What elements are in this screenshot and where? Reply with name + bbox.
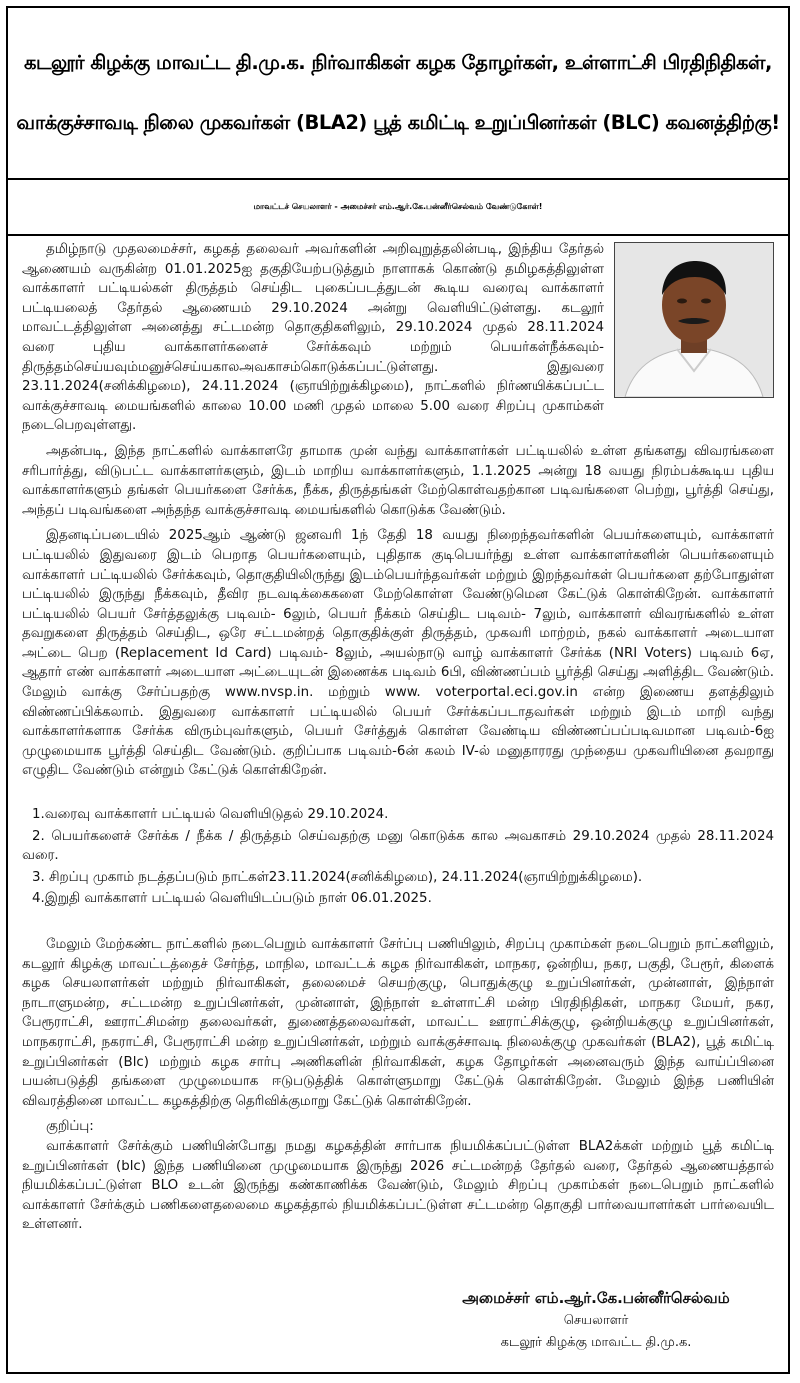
schedule-item: 4.இறுதி வாக்காளர் பட்டியல் வெளியிடப்படும் நாள் 06.01.2025. [32,891,432,907]
paragraph-note: வாக்காளர் சேர்க்கும் பணியின்போது நமது கழகத்தின் சார்பாக நியமிக்கப்பட்டுள்ள BLA2க்கள் மற்றும் பூத் கமிட்டி உறுப்பினர்கள் (blc) இந்த பணியினை முழுமையாக இருந்து 2026 சட்டமன்றத் தேர்தல் வரை, தேர்தல் ஆணையத்தால் நியமிக்கப்பட்டுள்ள BLO உடன் இருந்து கண்காணிக்க வேண்டும், மேலும் சிறப்பு முகாம்கள் நடைபெறும் நாட்களில் வாக்காளர் சேர்க்கும் பணிகளைதலைமை கழகத்தால் நியமிக்கப்பட்டுள்ள சட்டமன்ற தொகுதி பார்வையாளர்கள் பார்வையிட உள்ளனர். [22,1138,774,1233]
paragraph-closing: மேலும் மேற்கண்ட நாட்களில் நடைபெறும் வாக்காளர் சேர்ப்பு பணியிலும், சிறப்பு முகாம்கள் நடைபெறும் நாட்களிலும், கடலூர் கிழக்கு மாவட்டத்தைச் சேர்ந்த, மாநில, மாவட்டக் கழக நிர்வாகிகள், மாநகர, ஒன்றிய, நகர, பகுதி, பேரூர், கிளைக் கழக செயலாளர்கள் மற்றும் நிர்வாகிகள், தலைமைச் செயற்குழு, பொதுக்குழு உறுப்பினர்கள், முன்னாள், இந்நாள் நாடாளுமன்ற, சட்டமன்ற உறுப்பினர்கள், முன்னாள், இந்நாள் உள்ளாட்சி மன்ற பிரதிநிதிகள், மாநகர மேயர், நகர, பேரூராட்சி, ஊராட்சிமன்ற தலைவர்கள், துணைத்தலைவர்கள், மாவட்ட ஊராட்சிக்குழு, ஒன்றியக்குழு உறுப்பினர்கள், மாநகராட்சி, நகராட்சி, பேரூராட்சி மன்ற உறுப்பினர்கள், மற்றும் வாக்குச்சாவடி நிலைக்குழு முகவர்கள் (BLA2), பூத் கமிட்டி உறுப்பினர்கள் (Blc) மற்றும் கழக சார்பு அணிகளின் நிர்வாகிகள், கழக தோழர்கள் அனைவரும் இந்த வாய்ப்பினை பயன்படுத்தி தங்களை முழுமையாக ஈடுபடுத்திக் கொள்ளுமாறு கேட்டுக் கொள்கிறேன். மேலும் இந்த பணியின் விவரத்தினை மாவட்ட கழகத்திற்கு தெரிவிக்குமாறு கேட்டுக் கொள்கிறேன். [22,937,774,1109]
portrait-photo [614,242,774,398]
subheadline: மாவட்டச் செயலாளர் - அமைச்சர் எம்.ஆர்.கே.பன்னீர்செல்வம் வேண்டுகோள்! [8,180,788,236]
headline [8,8,788,180]
paragraph-forms: இதனடிப்படையில் 2025ஆம் ஆண்டு ஜனவரி 1ந் தேதி 18 வயது நிறைந்தவர்களின் பெயர்களையும், வாக்காளர் பட்டியலில் இதுவரை இடம் பெறாத பெயர்களையும், புதிதாக குடிபெயர்ந்து உள்ள வாக்காளர்களின் பெயர்களையும் வாக்காளர் பட்டியலில் சேர்க்கவும், தொகுதியிலிருந்து இடம்பெயர்ந்தவர்கள் மற்றும் இறந்தவர்கள் பெயர்களை தற்போதுள்ள பட்டியலில் இருந்து நீக்கவும், தீவிர நடவடிக்கைகளை மேற்கொள்ள வேண்டுமென கேட்டுக் கொள்கிறேன். வாக்காளர் பட்டியலில் பெயர் சேர்த்தலுக்கு படிவம்- 6லும், பெயர் நீக்கம் செய்திட படிவம்- 7லும், வாக்காளர் விவரங்களில் உள்ள தவறுகளை திருத்தம் செய்திட, ஒரே சட்டமன்றத் தொகுதிக்குள் திருத்தம், முகவரி மாற்றம், நகல் வாக்காளர் அடையாள அட்டை பெற (Replacement Id Card) படிவம்- 8லும், அயல்நாடு வாழ் வாக்காளர் சேர்க்க (NRI Voters) படிவம் 6ஏ, ஆதார் எண் வாக்காளர் அடையாள அட்டையுடன் இணைக்க படிவம் 6பி, விண்ணப்பம் பூர்த்தி செய்து அளித்திட வேண்டும். மேலும் வாக்கு சேர்ப்பதற்கு www.nvsp.in. மற்றும் www. voterportal.eci.gov.in என்ற இணைய தளத்திலும் விண்ணப்பிக்கலாம். இதுவரை வாக்காளர் பட்டியலில் பெயர் சேர்க்கப்படாதவர்கள் மற்றும் இடம் மாறி வந்து வாக்காளர்களாக சேர்க்க விரும்புவர்களும், பெயர் சேர்த்துக் கொள்ள வேண்டிய விண்ணப்பப்படிவமான படிவம்-6ஐ முழுமையாக பூர்த்தி செய்திட வேண்டும். குறிப்பாக படிவம்-6ன் கலம் IV-ல் மனுதாரரது முந்தைய முகவரியினை தவறாது எழுதிட வேண்டும் என்றும் கேட்டுக் கொள்கிறேன். [22,528,774,779]
schedule-list [22,805,774,909]
schedule-item: 2. பெயர்களைச் சேர்க்க / நீக்க / திருத்தம் செய்வதற்கு மனு கொடுக்க கால அவகாசம் 29.10.2024 முதல் 28.11.2024 வரை. [22,828,774,864]
schedule-item: 3. சிறப்பு முகாம் நடத்தப்படும் நாட்கள்23.11.2024(சனிக்கிழமை), 24.11.2024(ஞாயிற்றுக்கிழமை). [32,869,643,885]
signatory-name: அமைச்சர் எம்.ஆர்.கே.பன்னீர்செல்வம் [462,1289,730,1307]
signatory-organization: கடலூர் கிழக்கு மாவட்ட தி.மு.க. [500,1335,692,1350]
paragraph-instructions: அதன்படி, இந்த நாட்களில் வாக்காளரே தாமாக முன் வந்து வாக்காளர்கள் பட்டியலில் உள்ள தங்களது விவரங்களை சரிபார்த்து, விடுபட்ட வாக்காளர்களும், இடம் மாறிய வாக்காளர்களும், 1.1.2025 அன்று 18 வயது நிரம்பக்கூடிய புதிய வாக்காளர்களும் தங்கள் பெயர்களை சேர்க்க, நீக்க, திருத்தங்கள் மேற்கொள்வதற்கான படிவங்களை பெற்று, பூர்த்தி செய்து, அந்தப் படிவங்களை அந்தந்த வாக்குச்சாவடி மையங்களில் கொடுக்க வேண்டும். [22,443,774,518]
note-label: குறிப்பு: [46,1119,94,1135]
paragraph-intro: தமிழ்நாடு முதலமைச்சர், கழகத் தலைவர் அவர்களின் அறிவுறுத்தலின்படி, இந்திய தேர்தல் ஆணையம் வருகின்ற 01.01.2025ஐ தகுதியேற்படுத்தும் நாளாகக் கொண்டு தமிழகத்திலுள்ள வாக்காளர் பட்டியல்கள் திருத்தம் செய்திட புகைப்படத்துடன் கூடிய வரைவு வாக்காளர் பட்டியலைத் தேர்தல் ஆணையம் 29.10.2024 அன்று வெளியிட்டுள்ளது. கடலூர் மாவட்டத்திலுள்ள அனைத்து சட்டமன்ற தொகுதிகளிலும், 29.10.2024 முதல் 28.11.2024 வரை புதிய வாக்காளர்களைச் சேர்க்கவும் மற்றும் பெயர்கள்நீக்கவும்-திருத்தம்செய்யவும்மனுச்செய்யகாலஅவகாசம்கொடுக்கப்பட்டுள்ளது. இதுவரை 23.11.2024(சனிக்கிழமை), 24.11.2024 (ஞாயிற்றுக்கிழமை), நாட்களில் நிர்ணயிக்கப்பட்ட வாக்குச்சாவடி மையங்களில் காலை 10.00 மணி முதல் மாலை 5.00 வரை சிறப்பு முகாம்கள் நடைபெறவுள்ளது. [22,242,604,434]
notice-page [6,6,790,1374]
portrait-illustration [615,243,773,397]
headline-line-1: கடலூர் கிழக்கு மாவட்ட தி.மு.க. நிர்வாகிகள் கழக தோழர்கள், உள்ளாட்சி பிரதிநிதிகள், [24,51,772,74]
schedule-item: 1.வரைவு வாக்காளர் பட்டியல் வெளியிடுதல் 29.10.2024. [32,807,389,823]
article-body [22,240,774,1241]
signatory-title: செயலாளர் [563,1313,629,1328]
signature-block [446,1286,746,1354]
headline-line-2: வாக்குச்சாவடி நிலை முகவர்கள் (BLA2) பூத் கமிட்டி உறுப்பினர்கள் (BLC) கவனத்திற்கு! [16,111,780,134]
